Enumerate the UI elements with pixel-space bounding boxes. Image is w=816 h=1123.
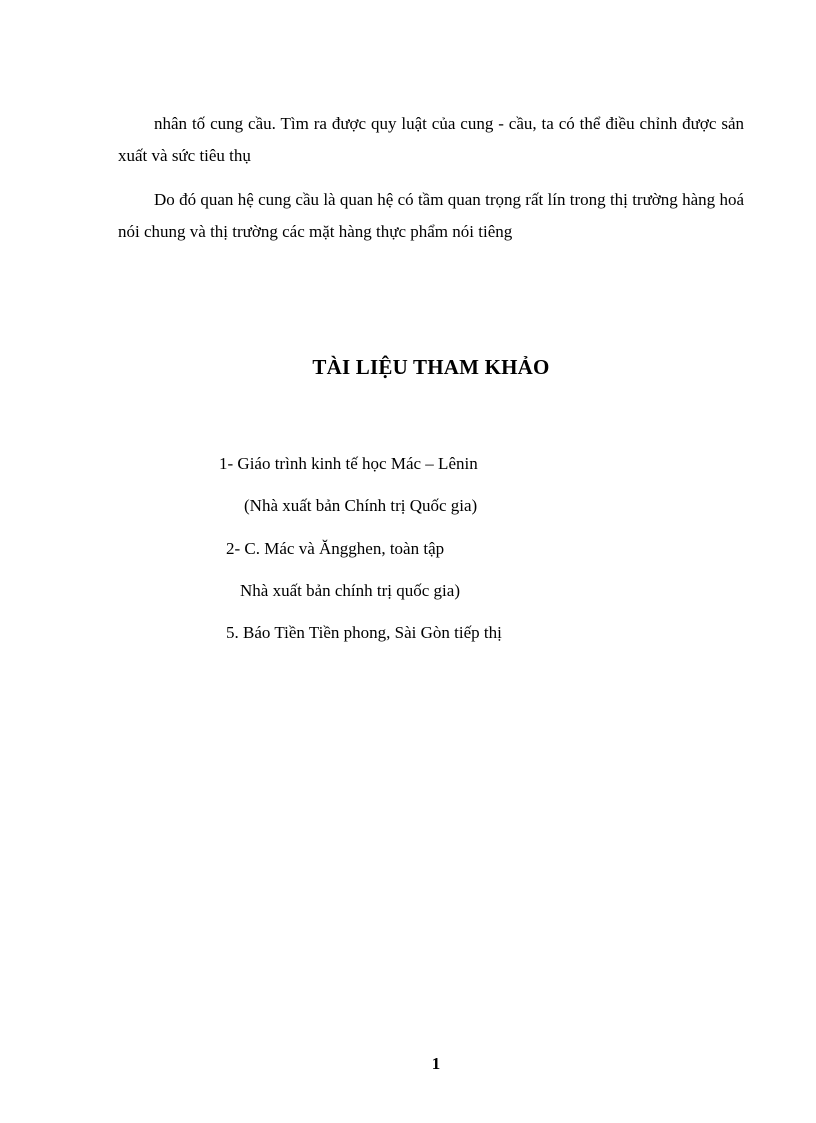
body-paragraph: Do đó quan hệ cung cầu là quan hệ có tầm quan trọng rất lín trong thị trường hàng hoá nói chung và thị trường các mặt hàng thực phẩm nói tiêng	[118, 190, 744, 241]
reference-title: 5. Báo Tiền Tiền phong, Sài Gòn tiếp thị	[226, 623, 502, 642]
reference-publisher: Nhà xuất bản chính trị quốc gia)	[240, 581, 460, 600]
reference-title: 2- C. Mác và Ăngghen, toàn tập	[226, 539, 445, 558]
reference-title: 1- Giáo trình kinh tế học Mác – Lênin	[219, 454, 478, 473]
references-heading: TÀI LIỆU THAM KHẢO	[312, 355, 550, 379]
page-number: 1	[431, 1054, 441, 1073]
reference-publisher: (Nhà xuất bản Chính trị Quốc gia)	[244, 496, 478, 515]
body-paragraph: nhân tố cung cầu. Tìm ra được quy luật của cung - cầu, ta có thể điều chỉnh được sản xuất và sức tiêu thụ	[118, 114, 744, 165]
